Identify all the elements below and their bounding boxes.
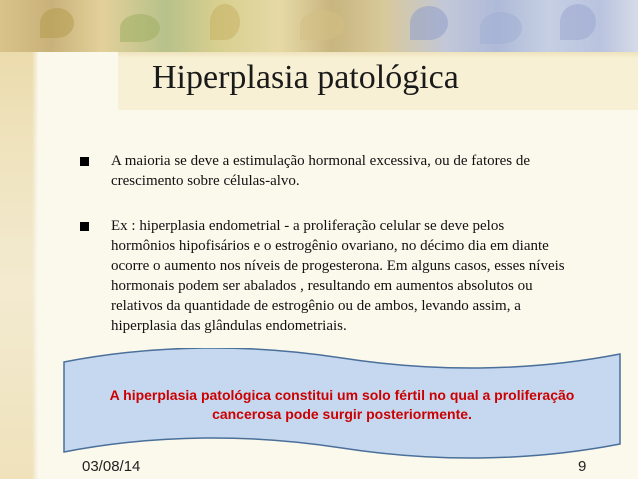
slide-title: Hiperplasia patológica: [152, 59, 459, 96]
bullet-square-icon: [80, 222, 89, 231]
bullet-text-1: [111, 151, 581, 191]
bullet-text-2: [111, 216, 581, 336]
callout-text: [70, 386, 614, 424]
bullet-2-line: hormonais podem ser abalados , resultando em aumentos absolutos ou: [111, 278, 533, 294]
bullet-2-line: hiperplasia das glândulas endometriais.: [111, 318, 347, 334]
bullet-square-icon: [80, 157, 89, 166]
bullet-2-line: hormônios hipofisários e o estrogênio ovariano, no décimo dia em diante: [111, 238, 549, 254]
flower-decoration: [560, 4, 596, 40]
floral-banner: [0, 0, 638, 52]
callout-line: cancerosa pode surgir posteriormente.: [212, 406, 472, 422]
leaf-decoration: [300, 10, 344, 40]
left-decorative-strip: [0, 0, 38, 479]
bullet-2-line: ocorre o aumento nos níveis de progesterona. Em alguns casos, esses níveis: [111, 258, 565, 274]
leaf-decoration: [120, 14, 160, 42]
bullet-1-line: crescimento sobre células-alvo.: [111, 173, 300, 189]
bullet-2-line: relativos da quantidade de estrogênio ou de ambos, levando assim, a: [111, 298, 521, 314]
callout-line: A hiperplasia patológica constitui um solo fértil no qual a proliferação: [109, 387, 575, 403]
bullet-2-line: Ex : hiperplasia endometrial - a proliferação celular se deve pelos: [111, 218, 505, 234]
page-number: 9: [578, 458, 587, 475]
flower-decoration: [410, 6, 448, 40]
callout-box: [62, 348, 622, 460]
footer-date: 03/08/14: [82, 458, 141, 475]
bullet-1-line: A maioria se deve a estimulação hormonal excessiva, ou de fatores de: [111, 153, 531, 169]
leaf-decoration: [40, 8, 74, 38]
flower-decoration: [480, 12, 522, 44]
leaf-decoration: [210, 4, 240, 40]
